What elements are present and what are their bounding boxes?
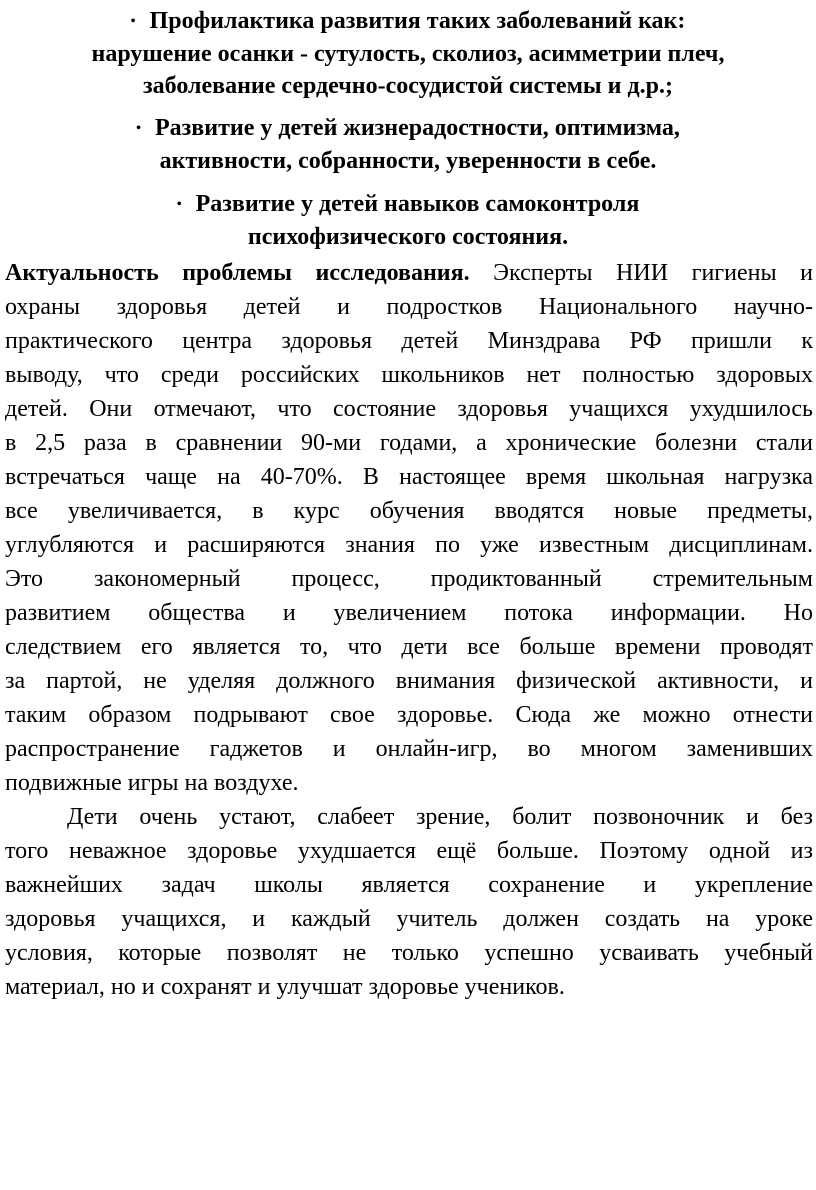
paragraph-line: детей. Они отмечают, что состояние здоровья учащихся ухудшилось: [5, 396, 813, 422]
paragraph-line: в 2,5 раза в сравнении 90-ми годами, а хронические болезни стали: [5, 430, 813, 456]
bullet-item-cheerfulness: [0, 112, 816, 177]
paragraph-lead: Актуальность проблемы исследования.: [5, 260, 470, 286]
paragraph-line: охраны здоровья детей и подростков Национального научно-: [5, 294, 813, 320]
paragraph-line: следствием его является то, что дети все больше времени проводят: [5, 634, 813, 660]
bullet-item-self-control: [0, 188, 816, 253]
paragraph-relevance: [5, 256, 813, 800]
bullet-line: нарушение осанки - сутулость, сколиоз, асимметрии плеч,: [91, 41, 725, 67]
paragraph-line: Актуальность проблемы исследования. Эксперты НИИ гигиены и: [5, 260, 813, 286]
bullet-line: психофизического состояния.: [247, 224, 569, 250]
bullet-icon: •: [136, 121, 141, 136]
paragraph-line: выводу, что среди российских школьников нет полностью здоровых: [5, 362, 813, 388]
paragraph-line: практического центра здоровья детей Минздрава РФ пришли к: [5, 328, 813, 354]
bullet-line: активности, собранности, уверенности в себе.: [159, 148, 657, 174]
bullet-line: заболевание сердечно-сосудистой системы и д.р.;: [143, 73, 673, 99]
paragraph-line: развитием общества и увеличением потока информации. Но: [5, 600, 813, 626]
paragraph-line: таким образом подрывают свое здоровье. Сюда же можно отнести: [5, 702, 813, 728]
bullet-list: [0, 0, 816, 253]
paragraph-line: условия, которые позволят не только успешно усваивать учебный: [5, 940, 813, 966]
paragraph-line: за партой, не уделяя должного внимания физической активности, и: [5, 668, 813, 694]
paragraph-line: материал, но и сохранят и улучшат здоровье учеников.: [5, 974, 565, 1000]
bullet-line: • Развитие у детей навыков самоконтроля: [0, 188, 816, 221]
paragraph-line: углубляются и расширяются знания по уже известным дисциплинам.: [5, 532, 813, 558]
paragraph-line: здоровья учащихся, и каждый учитель должен создать на уроке: [5, 906, 813, 932]
bullet-item-prevention: [0, 5, 816, 102]
paragraph-line: распространение гаджетов и онлайн-игр, во многом заменивших: [5, 736, 813, 762]
paragraph-tasks: [5, 800, 813, 1004]
paragraph-line: того неважное здоровье ухудшается ещё больше. Поэтому одной из: [5, 838, 813, 864]
paragraph-line: все увеличивается, в курс обучения вводятся новые предметы,: [5, 498, 813, 524]
bullet-icon: •: [176, 197, 182, 212]
paragraph-line: Дети очень устают, слабеет зрение, болит позвоночник и без: [67, 804, 813, 830]
paragraph-line: Это закономерный процесс, продиктованный стремительным: [5, 566, 813, 592]
bullet-line: • Профилактика развития таких заболеваний как:: [0, 5, 816, 38]
bullet-icon: •: [130, 14, 136, 29]
body-text: [5, 256, 813, 1004]
paragraph-line: важнейших задач школы является сохранение и укрепление: [5, 872, 813, 898]
paragraph-line: встречаться чаще на 40-70%. В настоящее время школьная нагрузка: [5, 464, 813, 490]
paragraph-line: подвижные игры на воздухе.: [5, 770, 299, 796]
bullet-line: • Развитие у детей жизнерадостности, оптимизма,: [0, 112, 816, 145]
